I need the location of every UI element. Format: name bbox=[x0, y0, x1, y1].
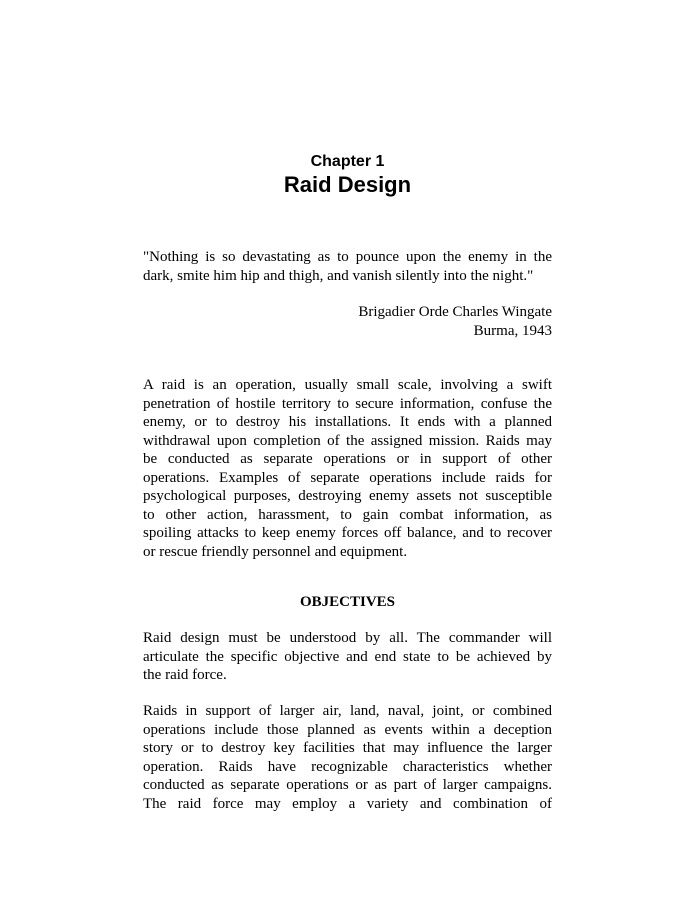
paragraph-line: psychological purposes, destroying enemy assets not susceptible bbox=[143, 488, 552, 504]
paragraph-line: the raid force. bbox=[143, 667, 227, 683]
paragraph-line: A raid is an operation, usually small scale, involving a swift bbox=[143, 377, 552, 393]
paragraph-line: articulate the specific objective and end state to be achieved by bbox=[143, 648, 552, 665]
epigraph-author: Brigadier Orde Charles Wingate bbox=[358, 304, 552, 320]
paragraph-line: conducted as separate operations or as part of larger campaigns. bbox=[143, 777, 552, 793]
paragraph-line: penetration of hostile territory to secure information, confuse the bbox=[143, 395, 552, 412]
paragraph-line: The raid force may employ a variety and combination of bbox=[143, 795, 552, 812]
epigraph-attribution bbox=[143, 303, 552, 340]
paragraph-line: be conducted as separate operations or in support of other bbox=[143, 451, 552, 467]
paragraph-line: to other action, harassment, to gain combat information, as bbox=[143, 506, 552, 523]
epigraph-place-date: Burma, 1943 bbox=[473, 322, 552, 339]
chapter-label: Chapter 1 bbox=[310, 153, 385, 170]
paragraph-line: story or to destroy key facilities that may influence the larger bbox=[143, 740, 552, 756]
paragraph-line: Raids in support of larger air, land, naval, joint, or combined bbox=[143, 703, 552, 719]
epigraph-quote bbox=[143, 248, 552, 285]
objectives-paragraph-2 bbox=[143, 702, 552, 813]
paragraph-line: operations. Examples of separate operations include raids for bbox=[143, 469, 552, 486]
epigraph-line: "Nothing is so devastating as to pounce upon the enemy in the bbox=[143, 249, 552, 265]
objectives-paragraph-1 bbox=[143, 629, 552, 685]
paragraph-line: or rescue friendly personnel and equipment. bbox=[143, 543, 408, 560]
intro-paragraph bbox=[143, 376, 552, 561]
paragraph-line: enemy, or to destroy his installations. It ends with a planned bbox=[143, 414, 552, 430]
paragraph-line: Raid design must be understood by all. The commander will bbox=[143, 630, 552, 646]
epigraph-line: dark, smite him hip and thigh, and vanish silently into the night." bbox=[143, 267, 534, 284]
paragraph-line: withdrawal upon completion of the assigned mission. Raids may bbox=[143, 432, 552, 449]
paragraph-line: operations include those planned as events within a deception bbox=[143, 721, 552, 738]
paragraph-line: spoiling attacks to keep enemy forces off balance, and to recover bbox=[143, 525, 552, 541]
chapter-title: Raid Design bbox=[283, 172, 412, 197]
section-heading: OBJECTIVES bbox=[299, 594, 396, 610]
paragraph-line: operation. Raids have recognizable characteristics whether bbox=[143, 758, 552, 775]
